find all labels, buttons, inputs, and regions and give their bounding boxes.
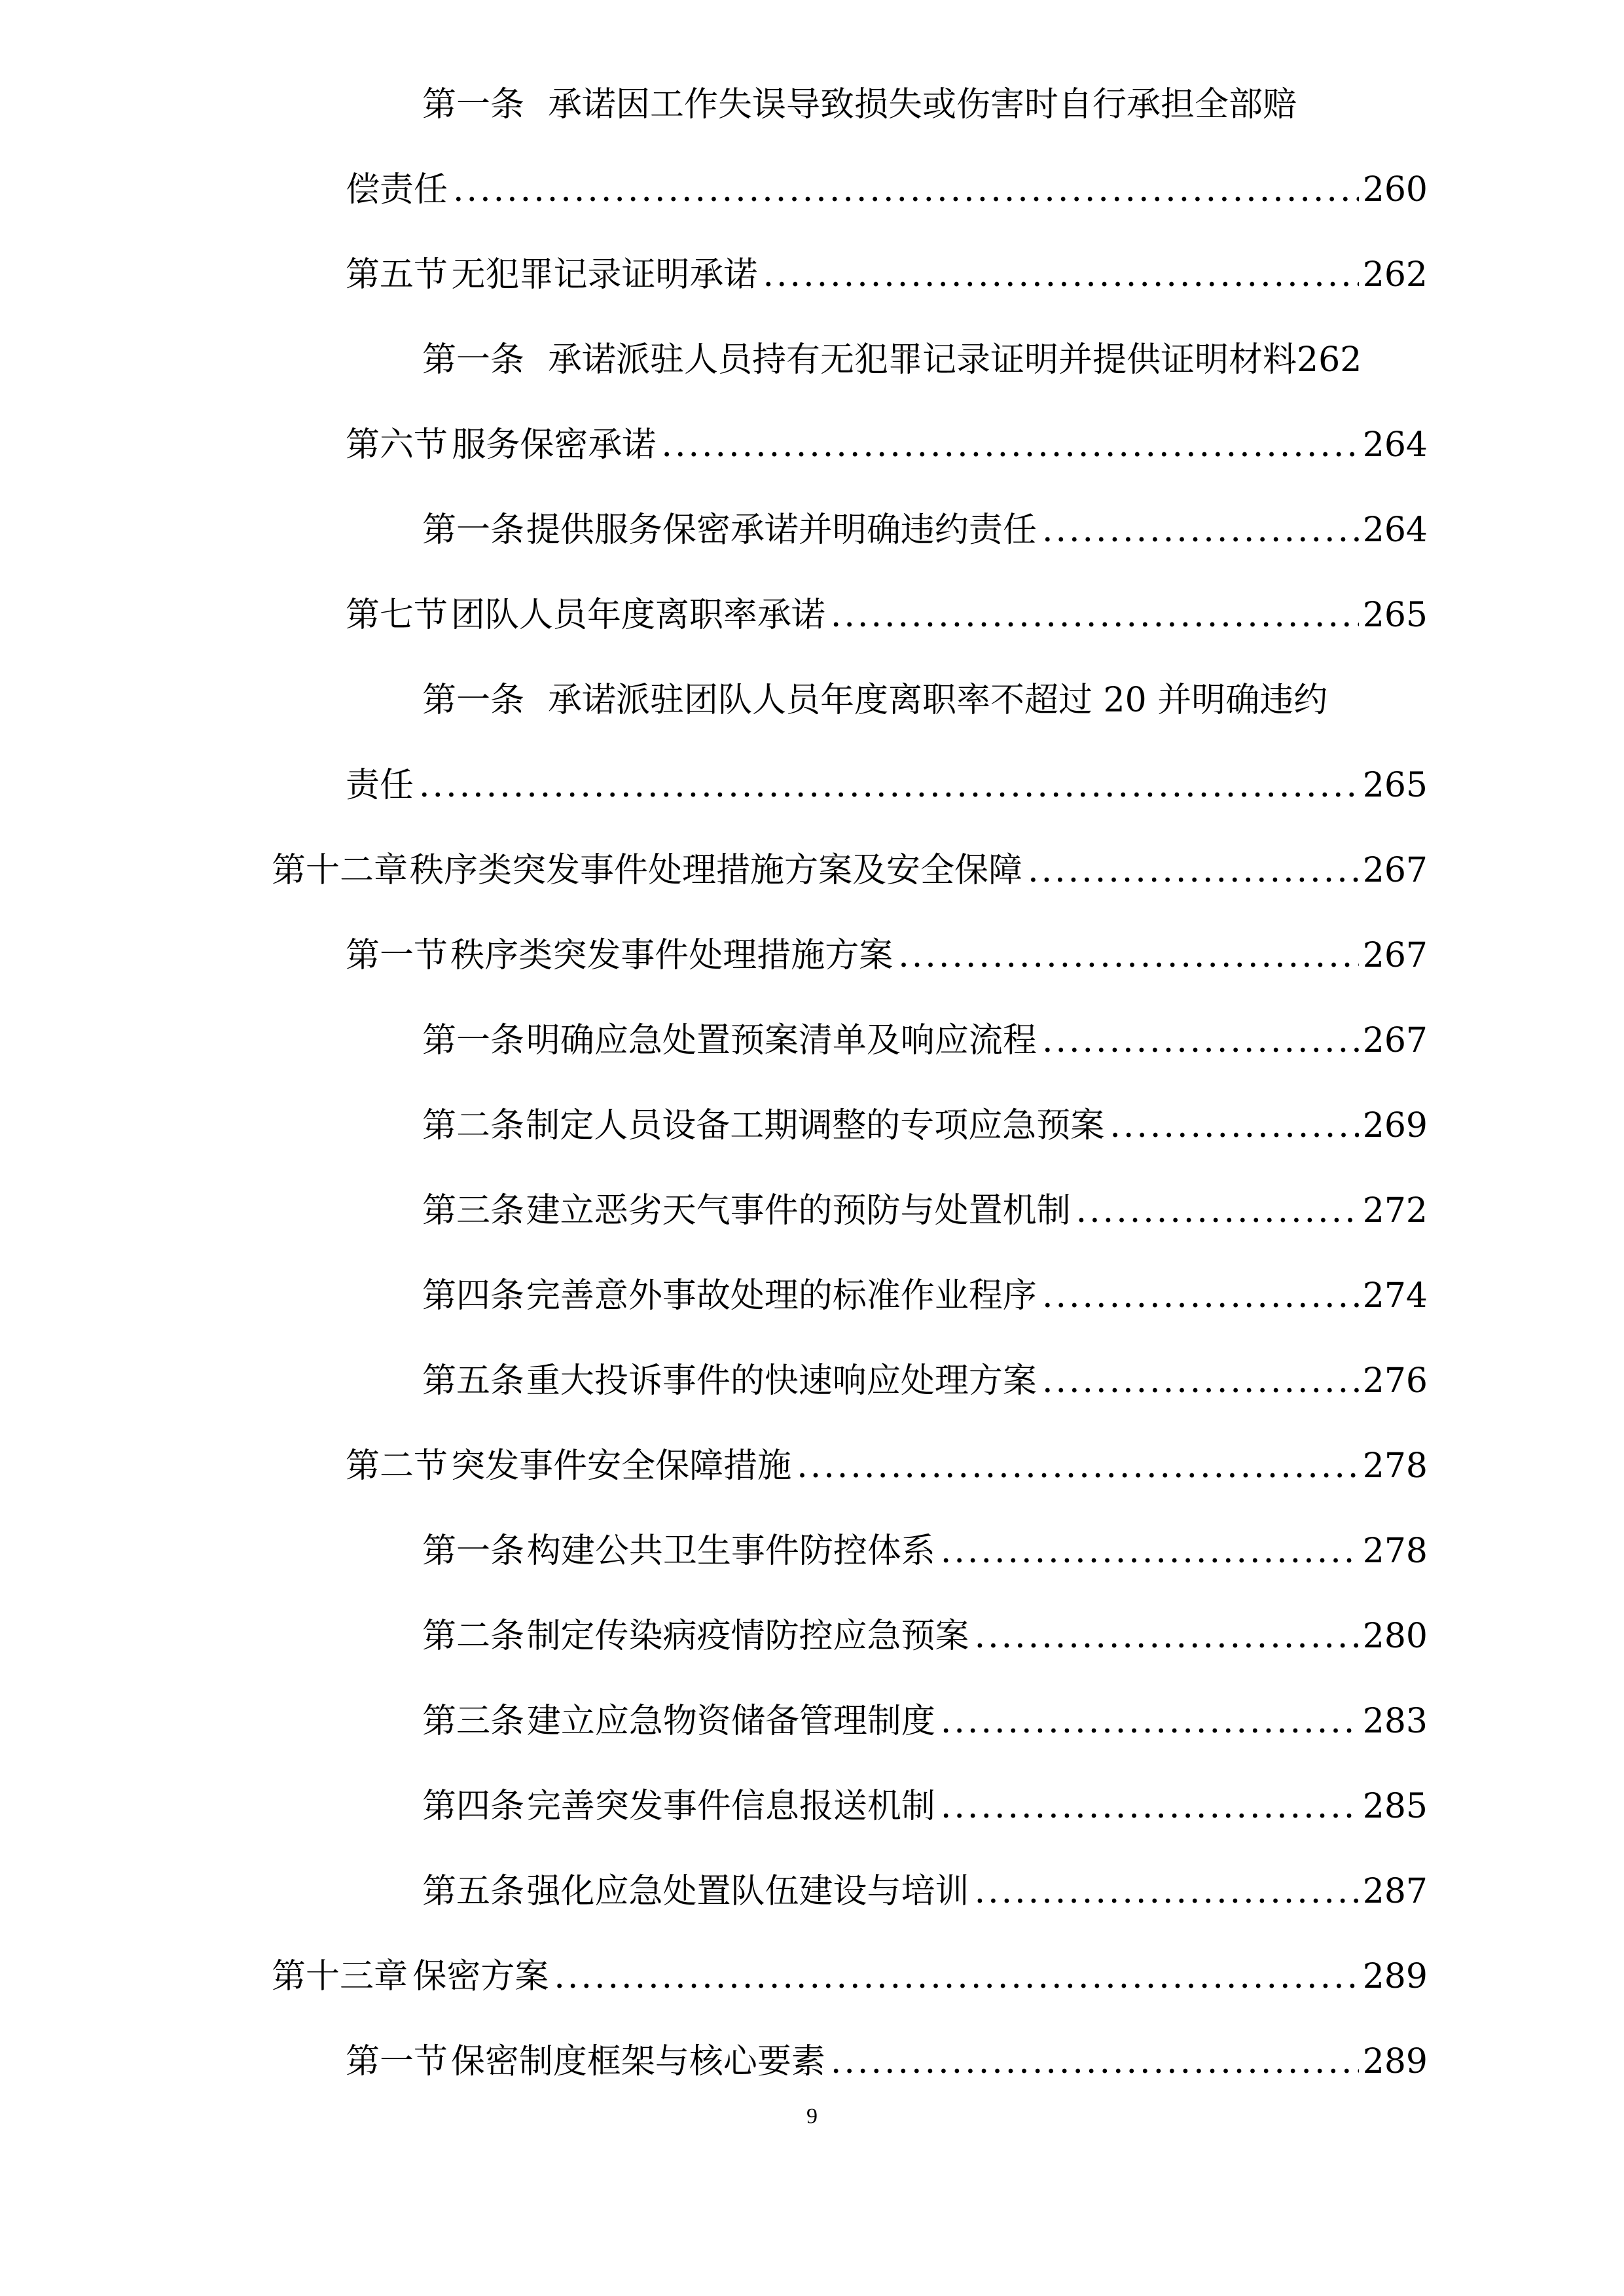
toc-entry[interactable] [346, 753, 1428, 818]
toc-entry-page: 272 [1362, 1191, 1428, 1230]
toc-entry-number: 第一条 [422, 85, 525, 124]
toc-entry[interactable] [422, 1093, 1428, 1158]
toc-entry-page: 267 [1362, 936, 1428, 975]
dot-leader [554, 1944, 1358, 2009]
toc-entry[interactable] [422, 1348, 1428, 1414]
toc-entry-page: 280 [1362, 1617, 1428, 1656]
dot-leader [941, 1518, 1359, 1584]
toc-entry-title: 团队人员年度离职率承诺 [450, 596, 825, 635]
toc-entry[interactable] [422, 668, 1428, 733]
toc-entry-number: 第三条 [422, 1702, 525, 1741]
toc-entry-title: 承诺派驻团队人员年度离职率不超过 20 并明确违约 [548, 681, 1328, 720]
toc-entry[interactable] [346, 242, 1428, 308]
dot-leader [831, 583, 1359, 648]
toc-entry[interactable] [422, 497, 1428, 563]
toc-entry[interactable] [422, 1178, 1428, 1244]
toc-entry-page: 269 [1362, 1106, 1428, 1145]
dot-leader [941, 1689, 1359, 1754]
toc-entry-number: 第四条 [422, 1787, 525, 1826]
toc-entry[interactable] [346, 923, 1428, 988]
toc-entry-number: 第一节 [346, 936, 448, 975]
toc-entry[interactable] [422, 327, 1467, 393]
toc-entry-number: 第一条 [422, 681, 525, 720]
dot-leader [898, 923, 1358, 988]
toc-entry[interactable] [422, 1263, 1428, 1329]
toc-entry-title: 秩序类突发事件处理措施方案 [450, 936, 893, 975]
toc-entry-number: 第一条 [422, 511, 525, 550]
toc-entry-title: 强化应急处置队伍建设与培训 [526, 1872, 969, 1911]
toc-entry-number: 第二节 [346, 1446, 448, 1486]
dot-leader [941, 1774, 1359, 1839]
toc-entry-page: 287 [1362, 1872, 1428, 1911]
toc-entry-page: 289 [1362, 1957, 1428, 1996]
toc-entry-number: 第十三章 [272, 1957, 408, 1996]
toc-entry[interactable] [346, 583, 1428, 648]
toc-entry[interactable] [422, 1859, 1428, 1924]
toc-entry-title: 制定传染病疫情防控应急预案 [526, 1617, 969, 1656]
dot-leader [1042, 1008, 1359, 1073]
toc-entry-page: 285 [1362, 1787, 1428, 1826]
toc-entry[interactable] [272, 838, 1428, 903]
toc-entry-title: 制定人员设备工期调整的专项应急预案 [526, 1106, 1105, 1145]
toc-entry-number: 第一条 [422, 1532, 525, 1571]
toc-entry[interactable] [346, 412, 1428, 478]
dot-leader [1076, 1178, 1359, 1244]
toc-entry[interactable] [346, 1433, 1428, 1499]
toc-entry-title: 建立恶劣天气事件的预防与处置机制 [526, 1191, 1071, 1230]
toc-entry-page: 265 [1362, 596, 1428, 635]
toc-entry-number: 第五条 [422, 1872, 525, 1911]
toc-entry-number: 第一条 [422, 340, 525, 380]
toc-entry-number: 第十二章 [272, 851, 408, 890]
toc-entry-number: 第二条 [422, 1617, 525, 1656]
toc-entry-title: 建立应急物资储备管理制度 [526, 1702, 935, 1741]
dot-leader [1028, 838, 1359, 903]
toc-entry-title: 保密方案 [412, 1957, 549, 1996]
dot-leader [1042, 1348, 1359, 1414]
toc-entry-number: 第五节 [346, 255, 448, 295]
toc-entry-title: 服务保密承诺 [452, 425, 657, 465]
dot-leader [797, 1433, 1359, 1499]
toc-entry-number: 第四条 [422, 1276, 525, 1316]
toc-entry-title: 承诺派驻人员持有无犯罪记录证明并提供证明材料 [548, 340, 1297, 380]
toc-entry-title: 重大投诉事件的快速响应处理方案 [526, 1361, 1037, 1401]
dot-leader [1042, 1263, 1359, 1329]
toc-entry-title: 完善突发事件信息报送机制 [526, 1787, 935, 1826]
toc-entry-title: 无犯罪记录证明承诺 [451, 255, 758, 295]
toc-entry-title: 完善意外事故处理的标准作业程序 [526, 1276, 1037, 1316]
toc-entry[interactable] [346, 2029, 1428, 2094]
toc-entry-page: 289 [1362, 2042, 1428, 2081]
toc-entry-page: 283 [1362, 1702, 1428, 1741]
dot-leader [1042, 497, 1359, 563]
toc-entry[interactable] [422, 1518, 1428, 1584]
toc-entry-page: 262 [1362, 255, 1428, 295]
toc-entry-title: 保密制度框架与核心要素 [450, 2042, 825, 2081]
toc-entry-page: 260 [1362, 170, 1428, 209]
toc-entry-page: 267 [1362, 1021, 1428, 1060]
toc-entry-page: 276 [1362, 1361, 1428, 1401]
toc-entry-page: 264 [1362, 425, 1428, 465]
toc-entry-number: 第三条 [422, 1191, 525, 1230]
dot-leader [831, 2029, 1359, 2094]
toc-entry[interactable] [272, 1944, 1428, 2009]
dot-leader [453, 157, 1359, 223]
toc-entry-title: 明确应急处置预案清单及响应流程 [526, 1021, 1037, 1060]
toc-entry-title: 构建公共卫生事件防控体系 [526, 1532, 935, 1571]
toc-entry-page: 278 [1362, 1446, 1428, 1486]
dot-leader [419, 753, 1359, 818]
toc-entry-number: 第一条 [422, 1021, 525, 1060]
toc-entry-page: 265 [1362, 766, 1428, 805]
toc-entry-page: 278 [1362, 1532, 1428, 1571]
toc-entry[interactable] [346, 157, 1428, 223]
toc-entry-title: 突发事件安全保障措施 [451, 1446, 792, 1486]
toc-entry-number: 第七节 [346, 596, 448, 635]
toc-entry-number: 第五条 [422, 1361, 525, 1401]
toc-entry-number: 第六节 [346, 425, 448, 465]
toc-entry-title: 秩序类突发事件处理措施方案及安全保障 [410, 851, 1023, 890]
toc-entry[interactable] [422, 1689, 1428, 1754]
toc-entry-title: 承诺因工作失误导致损失或伤害时自行承担全部赔 [548, 85, 1297, 124]
toc-entry[interactable] [422, 1008, 1428, 1073]
toc-entry-title: 责任 [346, 766, 414, 805]
dot-leader [975, 1859, 1359, 1924]
toc-entry-page: 274 [1362, 1276, 1428, 1316]
dot-leader [763, 242, 1359, 308]
toc-entry[interactable] [422, 72, 1428, 137]
toc-entry[interactable] [422, 1604, 1428, 1669]
toc-entry-title: 提供服务保密承诺并明确违约责任 [526, 511, 1037, 550]
toc-entry-page: 267 [1362, 851, 1428, 890]
dot-leader [661, 412, 1358, 478]
toc-entry-number: 第二条 [422, 1106, 525, 1145]
toc-entry-page: 264 [1362, 511, 1428, 550]
dot-leader [975, 1604, 1359, 1669]
page-number: 9 [806, 2104, 818, 2128]
dot-leader [1110, 1093, 1358, 1158]
toc-entry-page: 262 [1297, 340, 1362, 380]
toc-entry-title: 偿责任 [346, 170, 448, 209]
toc-entry[interactable] [422, 1774, 1428, 1839]
toc-entry-number: 第一节 [346, 2042, 448, 2081]
